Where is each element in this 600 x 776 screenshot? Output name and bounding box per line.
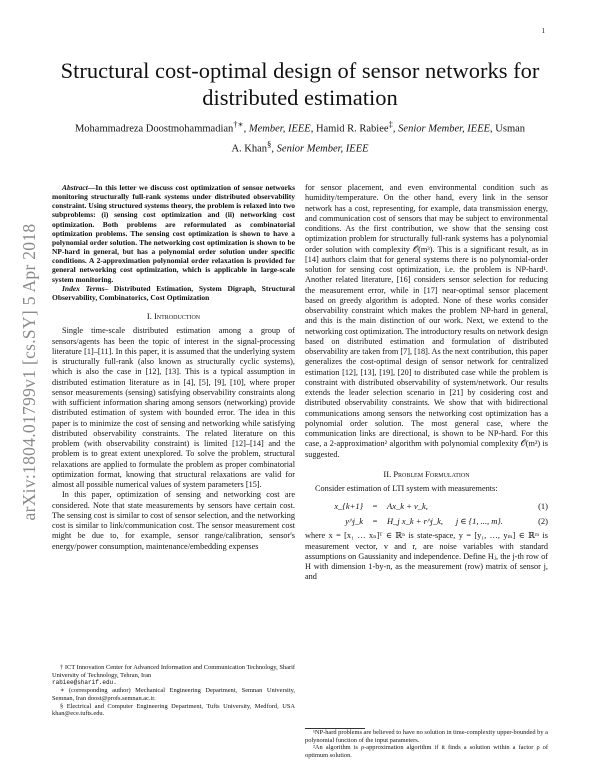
numbered-footnotes: [305, 728, 548, 760]
intro-paragraph-2: In this paper, optimization of sensing and networking cost are considered. Note that state measurements by sensors have certain cost. The sensing cost is similar to cost of sensor selection, and the networking cost is similar to link/communication cost. The sensor measurement cost might be due to, for example, sensor range/calibration, sensor's energy/power consumption, maintenance/embedding expenses: [52, 490, 295, 551]
equation-1-number: (1): [538, 500, 548, 511]
author-3-role: , Senior Member, IEEE: [271, 143, 369, 154]
equation-2-number: (2): [538, 515, 548, 526]
abstract: [52, 183, 295, 284]
problem-paragraph: where x = [x₁ … xₙ]ᵀ ∈ ℝⁿ is state-space, y = [y₁, …, yₘ] ∈ ℝᵐ is measurement vector, v and r, are noise variables with standard assumptions on Gaussianity and independence. Define Hⱼ, the j-th row of H with dimension 1-by-n, as the measurement (row) matrix of sensor j, and: [305, 531, 548, 582]
equation-1-equals: =: [372, 500, 378, 511]
index-terms: [52, 284, 295, 302]
author-2-role: , Senior Member, IEEE: [392, 123, 491, 135]
right-column: [305, 183, 548, 583]
author-1: Mohammadreza Doostmohammadian: [74, 123, 234, 135]
equation-2-equals: =: [372, 515, 378, 526]
author-2-marks: ‡: [388, 119, 393, 129]
page-number: 1: [541, 27, 545, 35]
section-heading-problem-formulation: II. Problem Formulation: [383, 468, 470, 479]
author-1-role: , Member, IEEE: [243, 123, 311, 135]
footnote-2: ²An algorithm is ρ-approximation algorithm if it finds a solution within a factor ρ of optimum solution.: [305, 744, 548, 760]
paper-title: Structural cost-optimal design of sensor networks for distributed estimation: [60, 58, 540, 110]
equation-1-rhs: Ax_k + v_k,: [387, 500, 428, 511]
author-line: [70, 117, 530, 156]
index-terms-text: – Distributed Estimation, System Digraph, Structural Observability, Combinatorics, Cost Optimization: [52, 283, 295, 302]
equation-2-condition: j ∈ {1, ..., m}.: [455, 515, 503, 526]
abstract-text: —In this letter we discuss cost optimization of sensor networks monitoring structurally full-rank systems under distributed observability constraint. Using structured systems theory, the problem is relaxed into two subproblems: (i) sensing cost optimization and (ii) networking cost optimization. Both problems are reformulated as combinatorial optimization problems. The sensing cost optimization is shown to have a polynomial order solution. The networking cost optimization is shown to be NP-hard in general, but has a polynomial order solution under specific conditions. A 2-approximation polynomial order relaxation is provided for general networking cost optimization, which is applicable in large-scale system monitoring.: [52, 183, 295, 284]
footnote-rabiee-email: rabiee@sharif.edu.: [52, 679, 117, 687]
problem-intro: Consider estimation of LTI system with measurements:: [315, 484, 498, 493]
author-1-marks: †∗: [233, 119, 244, 129]
equation-block: [305, 498, 548, 528]
equation-2: [305, 513, 548, 528]
footnote-semnan: ∗ (corresponding author) Mechanical Engineering Department, Semnan University, Semnan, Iran doost@profs.semnan.ac.ir.: [52, 687, 295, 702]
equation-2-lhs: y^j_k: [345, 515, 363, 526]
author-3: , Usman A. Khan: [231, 123, 526, 154]
equation-1: [305, 498, 548, 513]
intro-paragraph-1: Single time-scale distributed estimation among a group of sensors/agents has been the topic of interest in the signal-processing literature [1]–[11]. In this paper, it is assumed that the underlying system is structurally full-rank (also known as structurally cyclic systems), which is also the case in [12], [13]. This is a typical assumption in distributed estimation literature as in [4], [5], [9], [10], where proper sensor measurements (sensing) satisfying observability constraints along with sufficient information sharing among sensors (networking) provide distributed estimation of system with bounded error. The idea in this paper is to minimize the cost of sensing and networking while satisfying distributed observability constraints. The related literature on this problem (with observability constraint) is limited [12]–[14] and the problem is to great extent unexplored. To solve the problem, structural relaxations are applied to formulate the problem as proper combinatorial optimization format, knowing that structural relaxations are valid for almost all possible numerical values of system parameters [15].: [52, 326, 295, 490]
equation-1-lhs: x_{k+1}: [334, 500, 363, 511]
footnote-tufts: § Electrical and Computer Engineering Department, Tufts University, Medford, USA khan@ece.tufts.edu.: [52, 702, 295, 718]
intro-paragraph-3: for sensor placement, and even environmental condition such as humidity/temperature. On the other hand, every link in the sensor network has a cost, representing, for example, data transmission energy, and communication cost of sensors that may be subject to environmental conditions. As the first contribution, we show that the sensing cost optimization problem for structurally full-rank systems has a polynomial order solution with complexity 𝒪(m³). This is a significant result, as in [14] authors claim that for general systems there is no polynomial-order solution for sensing cost optimization, i.e. the problem is NP-hard¹. Another related literature, [16] considers sensor selection for reducing the measurement error, while in [17] near-optimal sensor placement based on greedy algorithm is adopted. None of these works consider observability constraint which makes the problem NP-hard in general, and this is the main distinction of our work. Next, we extend to the networking cost optimization. The introductory results on network design based on distributed estimation and formulation of distributed observability are taken from [7], [18]. As the next contribution, this paper generalizes the cost-optimal design of sensor network for centralized estimation [12], [13], [19], [20] to distributed case while the problem is constraint with distributed observability of system/network. Our results extends the leader selection scenario in [21] by cosidering cost and distributed observability constraints. We show that with bidirectional communications among sensors the networking cost optimization has a polynomial order solution. The most general case, where the communication links are directional, is shown to be NP-hard. For this case, a 2-approximation² algorithm with polynomial complexity 𝒪(m²) is suggested.: [305, 183, 548, 459]
affiliation-footnotes: [52, 664, 295, 718]
equation-2-rhs: [387, 516, 528, 526]
left-column: [52, 183, 295, 552]
footnote-ict: † ICT Innovation Center for Advanced Information and Communication Technology, Sharif University of Technology, Tehran, Iran: [52, 664, 295, 679]
author-3-marks: §: [267, 138, 272, 149]
author-2: , Hamid R. Rabiee: [310, 123, 389, 135]
section-heading-introduction: I. Introduction: [146, 311, 201, 322]
equation-2-expression: H_j x_k + r^j_k,: [387, 515, 444, 526]
index-terms-lead: Index Terms: [62, 283, 105, 293]
abstract-lead: Abstract: [62, 183, 88, 192]
footnote-1: ¹NP-hard problems are believed to have no solution in time-complexity upper-bounded by a polynomial function of the input parameters.: [305, 729, 548, 744]
arxiv-stamp: arXiv:1804.01799v1 [cs.SY] 5 Apr 2018: [19, 223, 39, 521]
